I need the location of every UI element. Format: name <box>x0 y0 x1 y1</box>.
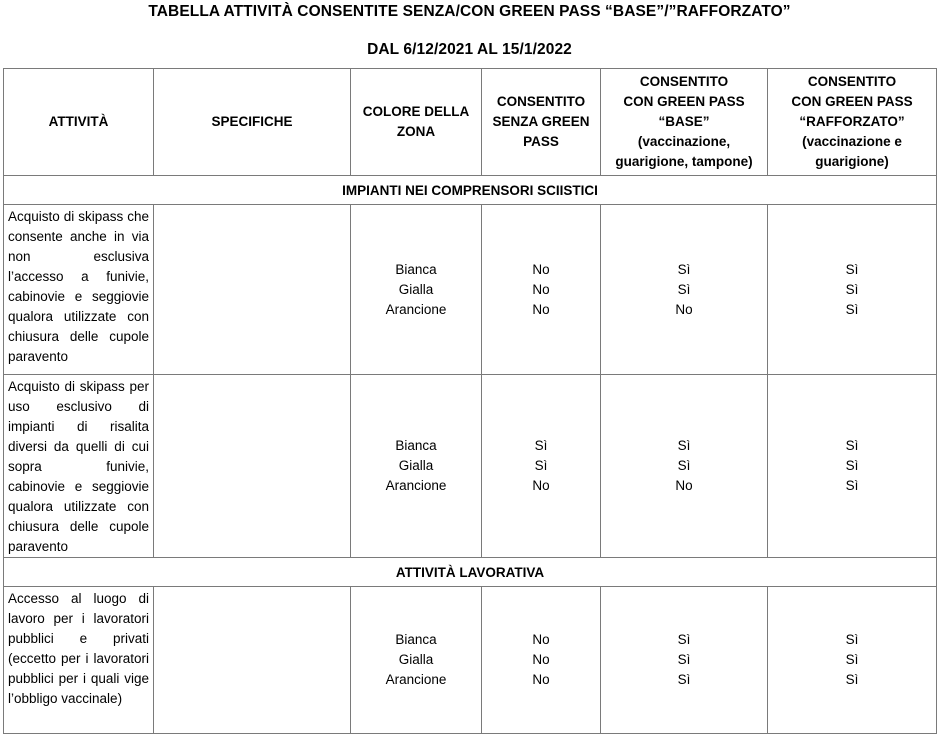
section-title: IMPIANTI NEI COMPRENSORI SCIISTICI <box>4 176 937 205</box>
rafforzato-cell <box>768 587 937 734</box>
base-value: Sì <box>677 438 691 453</box>
rafforzato-value: Sì <box>845 301 859 317</box>
senza-value: No <box>532 261 550 277</box>
zone-value: Bianca <box>395 632 437 647</box>
base-value: Sì <box>677 632 691 647</box>
rafforzato-value: Sì <box>845 281 859 297</box>
header-line: CONSENTITO <box>807 74 897 89</box>
header-line: guarigione) <box>815 154 889 169</box>
document-title: TABELLA ATTIVITÀ CONSENTITE SENZA/CON GREEN PASS “BASE”/”RAFFORZATO” <box>148 3 791 20</box>
header-line: COLORE DELLA <box>362 104 470 119</box>
rafforzato-value: Sì <box>845 478 859 493</box>
specifiche-cell <box>154 205 351 375</box>
table-row <box>4 587 937 734</box>
senza-cell <box>482 205 601 375</box>
base-cell <box>601 587 768 734</box>
header-line: (vaccinazione, <box>637 134 731 149</box>
senza-value: Sì <box>534 438 548 453</box>
header-line: CONSENTITO <box>496 94 586 109</box>
senza-value: No <box>532 301 550 317</box>
rafforzato-value: Sì <box>845 261 859 277</box>
zone-value: Arancione <box>385 478 447 493</box>
rafforzato-cell <box>768 205 937 375</box>
section-title: ATTIVITÀ LAVORATIVA <box>4 558 937 587</box>
base-value: No <box>675 478 693 493</box>
senza-value: No <box>532 478 550 493</box>
senza-value: No <box>532 652 550 667</box>
zone-value: Gialla <box>398 458 434 473</box>
zone-value: Arancione <box>385 301 447 317</box>
header-specifiche: SPECIFICHE <box>154 69 351 176</box>
zone-value: Gialla <box>398 281 434 297</box>
header-line: CON GREEN PASS <box>623 94 745 109</box>
specifiche-cell <box>154 375 351 558</box>
header-line: CONSENTITO <box>639 74 729 89</box>
header-line: “RAFFORZATO” <box>799 114 905 129</box>
senza-cell <box>482 587 601 734</box>
senza-cell <box>482 375 601 558</box>
rafforzato-value: Sì <box>845 632 859 647</box>
zone-cell <box>351 587 482 734</box>
activity-cell: Acquisto di skipass per uso esclusivo di impianti di risalita diversi da quelli di cui sopra funivie, cabinovie e seggiovie qualora utilizzate con chiusura delle cupole paravento <box>4 375 154 558</box>
zone-value: Bianca <box>395 438 437 453</box>
header-line: (vaccinazione e <box>802 134 902 149</box>
header-line: “BASE” <box>658 114 710 129</box>
header-senza-green-pass <box>482 69 601 176</box>
senza-value: No <box>532 281 550 297</box>
base-value: Sì <box>677 261 691 277</box>
zone-cell <box>351 375 482 558</box>
document-subtitle: DAL 6/12/2021 AL 15/1/2022 <box>367 41 572 58</box>
header-line: CON GREEN PASS <box>791 94 913 109</box>
activity-cell: Acquisto di skipass che consente anche in via non esclusiva l’accesso a funivie, cabinovie e seggiovie qualora utilizzate con chiusura delle cupole paravento <box>4 205 154 375</box>
zone-value: Arancione <box>385 672 447 687</box>
header-line: SENZA GREEN <box>492 114 590 129</box>
rafforzato-value: Sì <box>845 438 859 453</box>
senza-value: No <box>532 672 550 687</box>
header-line: guarigione, tampone) <box>615 154 753 169</box>
senza-value: Sì <box>534 458 548 473</box>
base-value: Sì <box>677 281 691 297</box>
zone-value: Bianca <box>395 261 437 277</box>
rafforzato-value: Sì <box>845 672 859 687</box>
header-row <box>4 69 937 176</box>
section-row-impianti <box>4 176 937 205</box>
zone-value: Gialla <box>398 652 434 667</box>
base-value: No <box>675 301 693 317</box>
activities-table <box>3 68 937 734</box>
base-cell <box>601 375 768 558</box>
activity-cell: Accesso al luogo di lavoro per i lavoratori pubblici e privati (eccetto per i lavoratori pubblici per i quali vige l’obbligo vaccinale) <box>4 587 154 734</box>
header-attivita: ATTIVITÀ <box>4 69 154 176</box>
rafforzato-cell <box>768 375 937 558</box>
header-line: ZONA <box>396 124 436 139</box>
rafforzato-value: Sì <box>845 652 859 667</box>
header-green-pass-base <box>601 69 768 176</box>
header-colore-zona <box>351 69 482 176</box>
table-row <box>4 205 937 375</box>
section-row-lavorativa <box>4 558 937 587</box>
senza-value: No <box>532 632 550 647</box>
rafforzato-value: Sì <box>845 458 859 473</box>
header-line: PASS <box>523 134 559 149</box>
table-row <box>4 375 937 558</box>
base-value: Sì <box>677 458 691 473</box>
header-green-pass-rafforzato <box>768 69 937 176</box>
base-cell <box>601 205 768 375</box>
base-value: Sì <box>677 672 691 687</box>
zone-cell <box>351 205 482 375</box>
specifiche-cell <box>154 587 351 734</box>
base-value: Sì <box>677 652 691 667</box>
